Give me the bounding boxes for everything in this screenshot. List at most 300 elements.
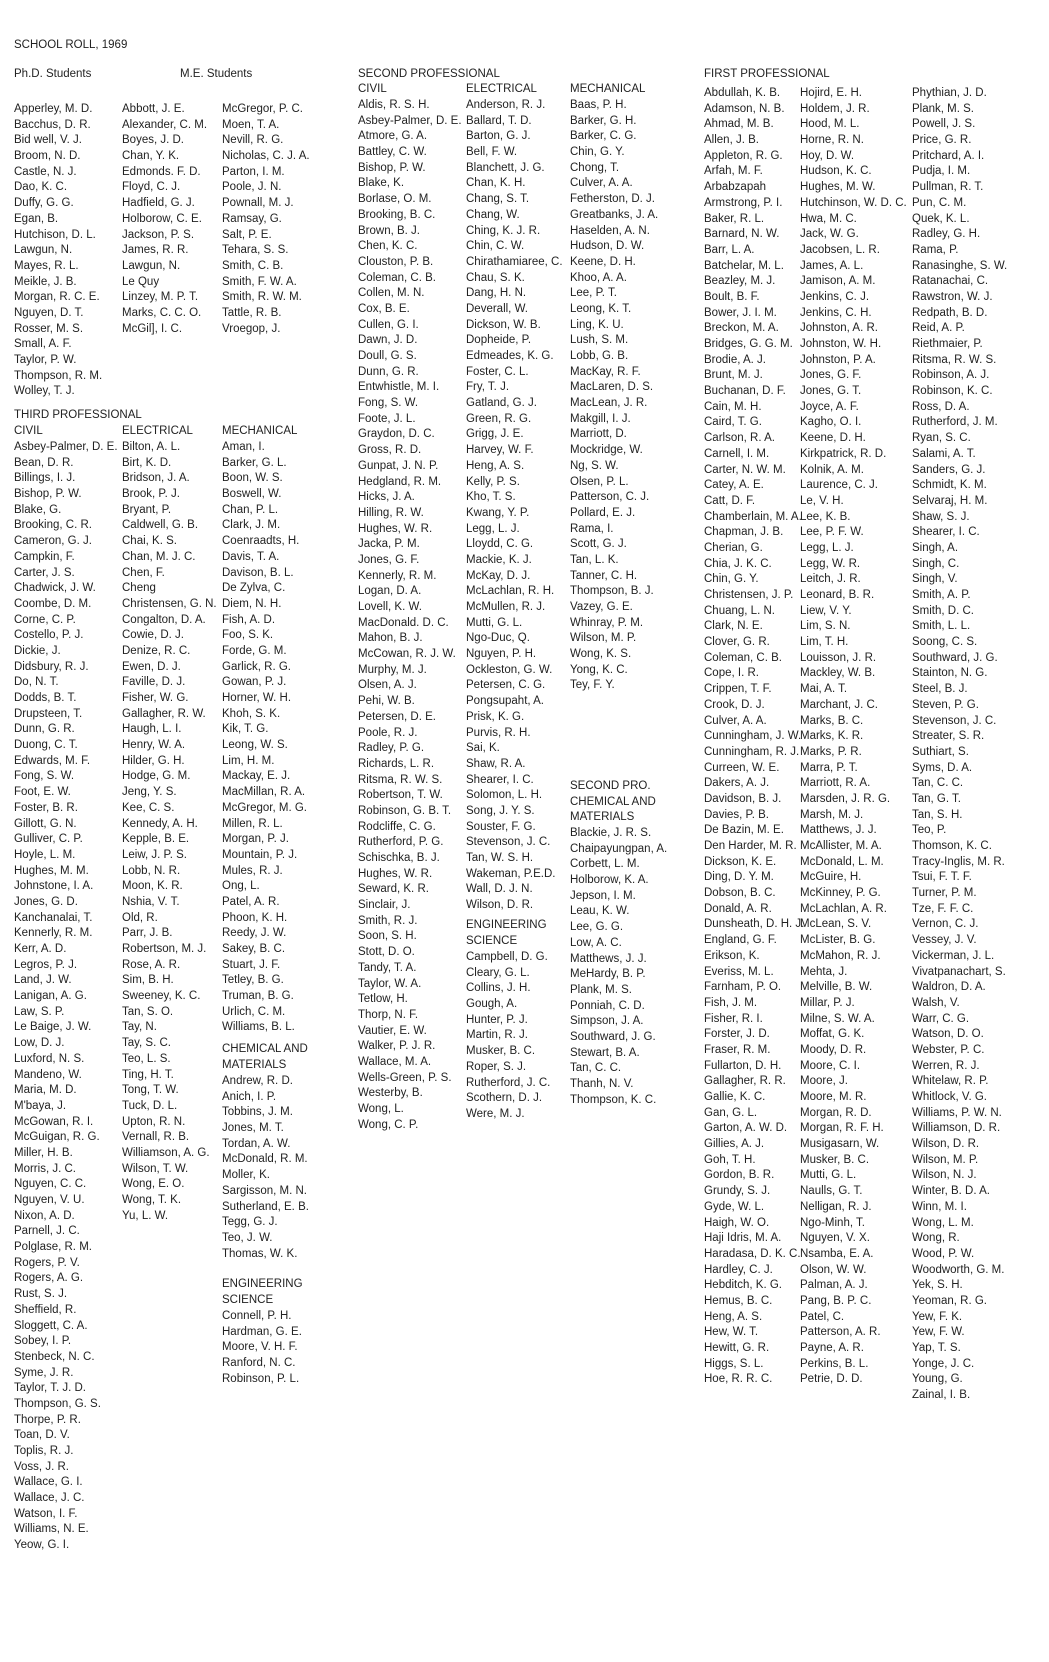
roll-entry: Gillott, G. N. — [14, 817, 77, 830]
roll-entry: Nicholas, C. J. A. — [222, 150, 310, 163]
roll-entry: Davis, T. A. — [222, 550, 280, 563]
roll-entry: Robinson, P. L. — [222, 1372, 300, 1385]
roll-entry: Ching, K. J. R. — [466, 224, 541, 237]
page-title: SCHOOL ROLL, 1969 — [14, 39, 128, 51]
second-mechanical-list — [570, 98, 658, 694]
roll-entry: Ockleston, G. W. — [466, 663, 553, 676]
roll-entry: Corne, C. P. — [14, 613, 76, 626]
second-engsci-list — [466, 950, 550, 1123]
roll-entry: Nelligan, R. J. — [800, 1200, 872, 1213]
roll-entry: Tan, S. O. — [122, 1005, 174, 1018]
roll-entry: Buchanan, D. F. — [704, 385, 786, 398]
roll-entry: MacDonald. D. C. — [358, 616, 449, 629]
roll-entry: Grigg, J. E. — [466, 428, 524, 441]
roll-entry: Taylor, P. W. — [14, 354, 77, 366]
roll-entry: Toan, D. V. — [14, 1429, 70, 1442]
roll-entry: Wallace, J. C. — [14, 1492, 85, 1505]
roll-entry: Hemus, B. C. — [704, 1294, 773, 1307]
roll-entry: Nguyen, P. H. — [466, 648, 537, 661]
roll-entry: Petrie, D. D. — [800, 1373, 863, 1386]
third-mechanical-heading: MECHANICAL — [222, 425, 298, 437]
roll-entry: Rose, A. R. — [122, 958, 181, 971]
roll-entry: Fraser, R. M. — [704, 1043, 771, 1056]
roll-entry: Hwa, M. C. — [800, 212, 857, 225]
roll-entry: Sheffield, R. — [14, 1303, 77, 1316]
roll-entry: Land, J. W. — [14, 974, 72, 987]
roll-entry: Henry, W. A. — [122, 739, 186, 752]
roll-entry: Lawgun, N. — [122, 259, 181, 272]
roll-entry: Mutti, G. L. — [800, 1169, 857, 1182]
roll-entry: Lim, H. M. — [222, 754, 275, 767]
roll-entry: Sanders, G. J. — [912, 463, 986, 476]
roll-entry: Joyce, A. F. — [800, 400, 859, 413]
roll-entry: Leong, K. T. — [570, 302, 632, 315]
roll-entry: Dao, K. C. — [14, 181, 68, 194]
roll-entry: Wong, R. — [912, 1232, 960, 1245]
third-engsci-list — [222, 1309, 302, 1387]
roll-entry: Olson, W. W. — [800, 1263, 867, 1276]
roll-entry: Thomas, W. K. — [222, 1247, 298, 1260]
roll-entry: Jackson, P. S. — [122, 228, 195, 241]
roll-entry: Parnell, J. C. — [14, 1225, 80, 1238]
roll-entry: Wilson, T. W. — [122, 1162, 189, 1175]
roll-entry: Foote, J. L. — [358, 412, 416, 425]
roll-entry: Foster, C. L. — [466, 365, 529, 378]
roll-entry: Robertson, T. W. — [358, 789, 443, 802]
roll-entry: Wolley, T. J. — [14, 385, 75, 398]
roll-entry: Suthiart, S. — [912, 745, 969, 758]
roll-entry: Wilson, D. R. — [466, 899, 534, 912]
roll-entry: Whitelaw, R. P. — [912, 1075, 989, 1088]
roll-entry: Dopheide, P. — [466, 334, 532, 347]
roll-entry: Ritsma, R. W. S. — [358, 773, 443, 786]
roll-entry: Duong, C. T. — [14, 739, 78, 752]
roll-entry: Syme, J. R. — [14, 1366, 74, 1379]
roll-entry: Keene, D. H. — [570, 255, 636, 268]
roll-entry: Tegg, G. J. — [222, 1216, 278, 1229]
roll-entry: Foot, E. W. — [14, 786, 71, 799]
roll-entry: Shaw, R. A. — [466, 757, 526, 770]
roll-entry: Gallagher, R. R. — [704, 1075, 786, 1088]
roll-entry: Stevenson, J. C. — [466, 836, 551, 849]
roll-entry: Barnard, N. W. — [704, 228, 780, 241]
roll-entry: Wong, L. — [358, 1103, 404, 1115]
roll-entry: Holborow, C. E. — [122, 212, 202, 225]
roll-entry: McCowan, R. J. W. — [358, 648, 456, 661]
roll-entry: Legros, P. J. — [14, 958, 78, 971]
roll-entry: Khoo, A. A. — [570, 271, 627, 284]
roll-entry: Tracy-Inglis, M. R. — [912, 855, 1005, 868]
roll-entry: Hudson, K. C. — [800, 165, 872, 178]
roll-entry: Atmore, G. A. — [358, 130, 428, 143]
roll-entry: Cox, B. E. — [358, 302, 410, 315]
roll-entry: Birt, K. D. — [122, 456, 172, 469]
roll-entry: Pritchard, A. I. — [912, 149, 985, 162]
roll-entry: Tetlow, H. — [358, 993, 408, 1006]
roll-entry: Lovell, K. W. — [358, 601, 422, 613]
roll-entry: Coombe, D. M. — [14, 597, 92, 610]
roll-entry: Dang, H. N. — [466, 287, 527, 300]
roll-entry: Tan, S. H. — [912, 808, 963, 821]
phd-list-2 — [122, 102, 207, 337]
roll-entry: Turner, P. M. — [912, 887, 977, 900]
roll-entry: Moore, J. — [800, 1075, 848, 1088]
roll-entry: Sinclair, J. — [358, 899, 411, 912]
roll-entry: Fish, A. D. — [222, 613, 276, 626]
roll-entry: Logan, D. A. — [358, 585, 422, 598]
roll-entry: Clark, J. M. — [222, 519, 281, 532]
roll-entry: Roper, S. J. — [466, 1060, 527, 1073]
roll-entry: Gulliver, C. P. — [14, 833, 83, 846]
roll-entry: Souster, F. G. — [466, 820, 536, 833]
roll-entry: Williams, N. E. — [14, 1523, 89, 1536]
roll-entry: Hood, M. L. — [800, 118, 860, 131]
roll-entry: Graydon, D. C. — [358, 428, 435, 441]
roll-entry: Jones, G. F. — [358, 553, 420, 566]
roll-entry: Singh, V. — [912, 573, 958, 586]
roll-entry: Werren, R. J. — [912, 1059, 980, 1072]
roll-entry: Petersen, C. G. — [466, 679, 546, 692]
roll-entry: Ngo-Minh, T. — [800, 1216, 865, 1229]
roll-entry: Mackley, W. B. — [800, 667, 876, 680]
roll-entry: Pongsupaht, A. — [466, 695, 545, 708]
roll-entry: Wallace, M. A. — [358, 1055, 432, 1068]
roll-entry: Lee, P. F. W. — [800, 526, 864, 539]
roll-entry: Greatbanks, J. A. — [570, 208, 659, 221]
roll-entry: Kolnik, A. M. — [800, 463, 864, 476]
roll-entry: Robertson, M. J. — [122, 943, 207, 955]
roll-entry: Young, G. — [912, 1373, 963, 1386]
roll-entry: Davidson, B. J. — [704, 792, 782, 805]
roll-entry: Tsui, F. T. F. — [912, 871, 972, 884]
roll-entry: Jack, W. G. — [800, 228, 859, 241]
roll-entry: Kennerly, R. M. — [358, 569, 437, 582]
third-engsci-heading-1: ENGINEERING — [222, 1278, 303, 1290]
roll-entry: Bean, D. R. — [14, 456, 74, 469]
roll-entry: Nguyen, D. T. — [14, 306, 84, 319]
roll-entry: Rutherford, J. M. — [912, 416, 998, 429]
roll-entry: Bishop, P. W. — [358, 161, 426, 174]
roll-entry: Abbott, J. E. — [122, 103, 185, 115]
roll-entry: Yeoman, R. G. — [912, 1294, 988, 1307]
roll-entry: Legg, L. J. — [466, 522, 520, 535]
roll-entry: Gyde, W. L. — [704, 1200, 765, 1213]
roll-entry: Ong, L. — [222, 880, 260, 893]
roll-entry: Sai, K. — [466, 742, 500, 755]
roll-entry: Prisk, K. G. — [466, 710, 525, 723]
roll-entry: Tanner, C. H. — [570, 569, 638, 582]
roll-entry: Moen, T. A. — [222, 118, 280, 131]
roll-entry: McGowan, R. I. — [14, 1115, 94, 1128]
roll-entry: Haji Idris, M. A. — [704, 1232, 782, 1245]
roll-entry: Catey, A. E. — [704, 479, 764, 492]
roll-entry: Jones, G. F. — [800, 369, 862, 382]
roll-entry: Bridson, J. A. — [122, 472, 190, 485]
roll-entry: Kik, T. G. — [222, 723, 269, 736]
roll-entry: Dakers, A. J. — [704, 777, 770, 790]
roll-entry: McLean, S. V. — [800, 918, 872, 931]
roll-entry: Hicks, J. A. — [358, 491, 415, 504]
roll-entry: Winter, B. D. A. — [912, 1185, 990, 1198]
roll-entry: Marriott, R. A. — [800, 777, 871, 790]
first-list-3 — [912, 86, 1007, 1404]
roll-entry: Pullman, R. T. — [912, 181, 984, 194]
roll-entry: Meikle, J. B. — [14, 275, 77, 288]
roll-entry: Cullen, G. I. — [358, 318, 419, 331]
roll-entry: Pownall, M. J. — [222, 197, 294, 210]
second-civil-heading: CIVIL — [358, 83, 387, 95]
roll-entry: James, R. R. — [122, 244, 189, 257]
roll-entry: Schmidt, K. M. — [912, 479, 987, 492]
roll-entry: Reedy, J. W. — [222, 927, 287, 940]
roll-entry: Wong, K. S. — [570, 648, 632, 661]
roll-entry: Wilson, D. R. — [912, 1138, 980, 1151]
roll-entry: Boyes, J. D. — [122, 134, 184, 147]
roll-entry: Curreen, W. E. — [704, 761, 780, 774]
roll-entry: Stainton, N. G. — [912, 667, 988, 680]
roll-entry: Maria, M. D. — [14, 1084, 77, 1097]
roll-entry: Garlick, R. G. — [222, 660, 292, 673]
roll-entry: Voss, J. R. — [14, 1460, 69, 1473]
roll-entry: Chapman, J. B. — [704, 526, 784, 539]
roll-entry: Cowie, D. J. — [122, 629, 184, 642]
roll-entry: Asbey-Palmer, D. E. — [358, 114, 462, 127]
roll-entry: Bishop, P. W. — [14, 488, 82, 501]
roll-entry: Steel, B. J. — [912, 683, 968, 696]
roll-entry: Upton, R. N. — [122, 1115, 186, 1128]
roll-entry: Collins, J. H. — [466, 982, 531, 995]
roll-entry: Rogers, A. G. — [14, 1272, 84, 1285]
roll-entry: Chin, G. Y. — [704, 573, 759, 586]
roll-entry: Cunningham, R. J. — [704, 745, 800, 758]
roll-entry: Poole, J. N. — [222, 181, 282, 194]
roll-entry: Winn, M. I. — [912, 1200, 967, 1213]
roll-entry: Lanigan, A. G. — [14, 990, 87, 1003]
roll-entry: Cherian, G. — [704, 541, 763, 554]
roll-entry: Fisher, R. I. — [704, 1012, 763, 1025]
roll-entry: McDonald, L. M. — [800, 855, 884, 868]
roll-entry: Yong, K. C. — [570, 663, 628, 676]
roll-entry: Campkin, F. — [14, 550, 75, 563]
roll-entry: Kennerly, R. M. — [14, 927, 93, 940]
roll-entry: Redpath, B. D. — [912, 306, 988, 319]
roll-entry: Leonard, B. R. — [800, 589, 875, 601]
roll-entry: Jacobsen, L. R. — [800, 243, 880, 256]
roll-entry: Hadfield, G. J. — [122, 197, 195, 210]
roll-entry: Rosser, M. S. — [14, 322, 84, 335]
roll-entry: Wells-Green, P. S. — [358, 1071, 452, 1084]
roll-entry: Matthews, J. J. — [800, 824, 877, 837]
roll-entry: Appleton, R. G. — [704, 149, 783, 162]
roll-entry: Sim, B. H. — [122, 974, 174, 987]
second-electrical-list — [466, 98, 563, 914]
roll-entry: Marks, P. R. — [800, 745, 862, 758]
roll-entry: Soon, S. H. — [358, 930, 417, 943]
roll-entry: Denize, R. C. — [122, 644, 191, 657]
roll-entry: Boswell, W. — [222, 488, 282, 501]
first-prof-heading: FIRST PROFESSIONAL — [704, 68, 830, 80]
roll-entry: Marchant, J. C. — [800, 698, 878, 711]
roll-entry: Gowan, P. J. — [222, 676, 287, 689]
me-list — [222, 102, 310, 337]
roll-entry: Doull, G. S. — [358, 350, 417, 362]
roll-entry: Le Baige, J. W. — [14, 1021, 92, 1034]
roll-entry: Rodcliffe, C. G. — [358, 820, 436, 833]
roll-entry: Mules, R. J. — [222, 864, 283, 877]
roll-entry: Ryan, S. C. — [912, 432, 971, 445]
roll-entry: MacLaren, D. S. — [570, 381, 654, 394]
roll-entry: Robinson, K. C. — [912, 385, 993, 398]
roll-entry: McGil], I. C. — [122, 322, 183, 335]
roll-entry: Jenkins, C. J. — [800, 290, 870, 303]
roll-entry: Shearer, I. C. — [466, 773, 534, 786]
roll-entry: Brodie, A. J. — [704, 353, 767, 366]
roll-entry: Morgan, R. D. — [800, 1106, 872, 1119]
roll-entry: Hoyle, L. M. — [14, 848, 76, 861]
roll-entry: Smith, R. W. M. — [222, 291, 302, 304]
roll-entry: Congalton, D. A. — [122, 613, 206, 626]
roll-entry: Haselden, A. N. — [570, 224, 650, 237]
roll-entry: Hutchinson, W. D. C. — [800, 196, 907, 209]
roll-entry: Bridges, G. G. M. — [704, 338, 793, 350]
roll-entry: Culver, A. A. — [704, 714, 767, 727]
roll-entry: Hughes, M. W. — [800, 181, 876, 194]
roll-entry: Yew, F. K. — [912, 1310, 963, 1323]
roll-entry: Old, R. — [122, 911, 158, 924]
roll-entry: Vautier, E. W. — [358, 1024, 427, 1037]
roll-entry: Hilling, R. W. — [358, 506, 424, 519]
roll-entry: Chin, G. Y. — [570, 146, 625, 159]
roll-entry: McMullen, R. J. — [466, 601, 546, 613]
second-engsci-heading-1: ENGINEERING — [466, 919, 547, 931]
roll-entry: Leiw, J. P. S. — [122, 848, 187, 861]
roll-entry: Arfah, M. F. — [704, 165, 763, 178]
roll-entry: Teo, P. — [912, 824, 947, 837]
roll-entry: Foo, S. K. — [222, 629, 274, 642]
roll-entry: Deverall, W. — [466, 302, 528, 315]
roll-entry: Hilder, G. H. — [122, 754, 185, 767]
roll-entry: Song, J. Y. S. — [466, 804, 535, 817]
roll-entry: Musker, B. C. — [466, 1045, 536, 1058]
roll-entry: Leau, K. W. — [570, 905, 630, 918]
roll-entry: Thompson, R. M. — [14, 369, 103, 382]
roll-entry: Chin, C. W. — [466, 240, 525, 253]
roll-entry: Morris, J. C. — [14, 1162, 76, 1175]
roll-entry: Kagho, O. I. — [800, 416, 862, 429]
roll-entry: Cameron, G. J. — [14, 535, 92, 548]
roll-entry: Stott, D. O. — [358, 946, 415, 959]
roll-entry: Stenbeck, N. C. — [14, 1350, 95, 1363]
roll-entry: McLachlan, R. H. — [466, 585, 555, 598]
roll-entry: Grundy, S. J. — [704, 1185, 771, 1198]
roll-entry: Lee, P. T. — [570, 287, 617, 300]
roll-entry: Palman, A. J. — [800, 1279, 868, 1292]
roll-entry: Perkins, B. L. — [800, 1357, 869, 1370]
roll-entry: Gatland, G. J. — [466, 397, 537, 410]
roll-entry: Crippen, T. F. — [704, 683, 772, 696]
roll-entry: Moody, D. R. — [800, 1043, 867, 1056]
roll-entry: Ting, H. T. — [122, 1068, 174, 1081]
roll-entry: Smith, A. P. — [912, 589, 971, 601]
roll-entry: Brown, B. J. — [358, 224, 420, 237]
roll-entry: Le Quy — [122, 275, 160, 288]
roll-entry: Legg, W. R. — [800, 557, 861, 570]
roll-entry: Hardley, C. J. — [704, 1263, 773, 1276]
roll-entry: Boon, W. S. — [222, 472, 283, 485]
roll-entry: Beazley, M. J. — [704, 275, 776, 288]
roll-entry: Whitlock, V. G. — [912, 1091, 987, 1103]
second-civil-list — [358, 98, 462, 1133]
roll-entry: Kee, C. S. — [122, 801, 175, 814]
roll-entry: Musigasarn, W. — [800, 1138, 880, 1151]
roll-entry: Chau, S. K. — [466, 271, 525, 284]
roll-entry: Garton, A. W. D. — [704, 1122, 788, 1135]
roll-entry: Breckon, M. A. — [704, 322, 779, 335]
roll-entry: Rama, I. — [570, 522, 614, 535]
roll-entry: Sobey, I. P. — [14, 1335, 72, 1348]
roll-entry: Nguyen, C. C. — [14, 1178, 87, 1191]
roll-entry: Anderson, R. J. — [466, 99, 546, 111]
roll-entry: Marra, P. T. — [800, 761, 858, 774]
roll-entry: Hughes, W. R. — [358, 522, 433, 535]
roll-entry: Chuang, L. N. — [704, 604, 775, 617]
second-electrical-heading: ELECTRICAL — [466, 83, 537, 95]
roll-entry: Urlich, C. M. — [222, 1005, 286, 1018]
roll-entry: Pudja, I. M. — [912, 165, 971, 178]
roll-entry: Chan, K. H. — [466, 177, 526, 190]
roll-entry: Gallie, K. C. — [704, 1091, 766, 1103]
third-chem-heading-2: MATERIALS — [222, 1059, 287, 1071]
roll-entry: Drupsteen, T. — [14, 707, 83, 720]
roll-entry: Christensen, G. N. — [122, 597, 217, 610]
second-prof-heading: SECOND PROFESSIONAL — [358, 68, 500, 80]
roll-entry: Green, R. G. — [466, 412, 532, 425]
roll-entry: Wong, T. K. — [122, 1194, 182, 1206]
roll-entry: Gough, A. — [466, 998, 518, 1011]
roll-entry: Vroegop, J. — [222, 322, 281, 335]
second-chem-heading-2: CHEMICAL AND — [570, 796, 656, 808]
roll-entry: Wilson, M. P. — [570, 632, 637, 645]
roll-entry: Plank, M. S. — [912, 102, 974, 115]
roll-entry: Apperley, M. D. — [14, 103, 93, 115]
roll-entry: Christensen, J. P. — [704, 589, 794, 601]
roll-entry: Dunn, G. R. — [14, 723, 75, 736]
roll-entry: Diem, N. H. — [222, 597, 282, 610]
roll-entry: Brooking, C. R. — [14, 519, 92, 532]
phd-heading: Ph.D. Students — [14, 68, 92, 80]
roll-entry: Edwards, M. F. — [14, 754, 91, 767]
roll-entry: Forde, G. M. — [222, 644, 287, 657]
roll-entry: Costello, P. J. — [14, 629, 84, 642]
roll-entry: Thompson, G. S. — [14, 1397, 101, 1410]
roll-entry: Crook, D. J. — [704, 698, 765, 711]
roll-entry: Fong, S. W. — [358, 397, 419, 410]
roll-entry: Blake, K. — [358, 177, 405, 190]
roll-entry: Yeow, G. I. — [14, 1539, 70, 1552]
roll-entry: Martin, R. J. — [466, 1029, 528, 1042]
roll-entry: Moore, C. I. — [800, 1059, 861, 1072]
roll-entry: Heng, A. S. — [704, 1310, 763, 1323]
roll-entry: Legg, L. J. — [800, 541, 854, 554]
third-electrical-heading: ELECTRICAL — [122, 425, 193, 437]
roll-entry: Nguyen, V. X. — [800, 1232, 870, 1245]
roll-entry: Soong, C. S. — [912, 636, 978, 649]
roll-entry: Wakeman, P.E.D. — [466, 867, 556, 880]
roll-entry: Wong, C. P. — [358, 1118, 419, 1131]
roll-entry: Waldron, D. A. — [912, 981, 986, 994]
roll-entry: Do, N. T. — [14, 676, 59, 689]
roll-entry: Collen, M. N. — [358, 287, 425, 300]
